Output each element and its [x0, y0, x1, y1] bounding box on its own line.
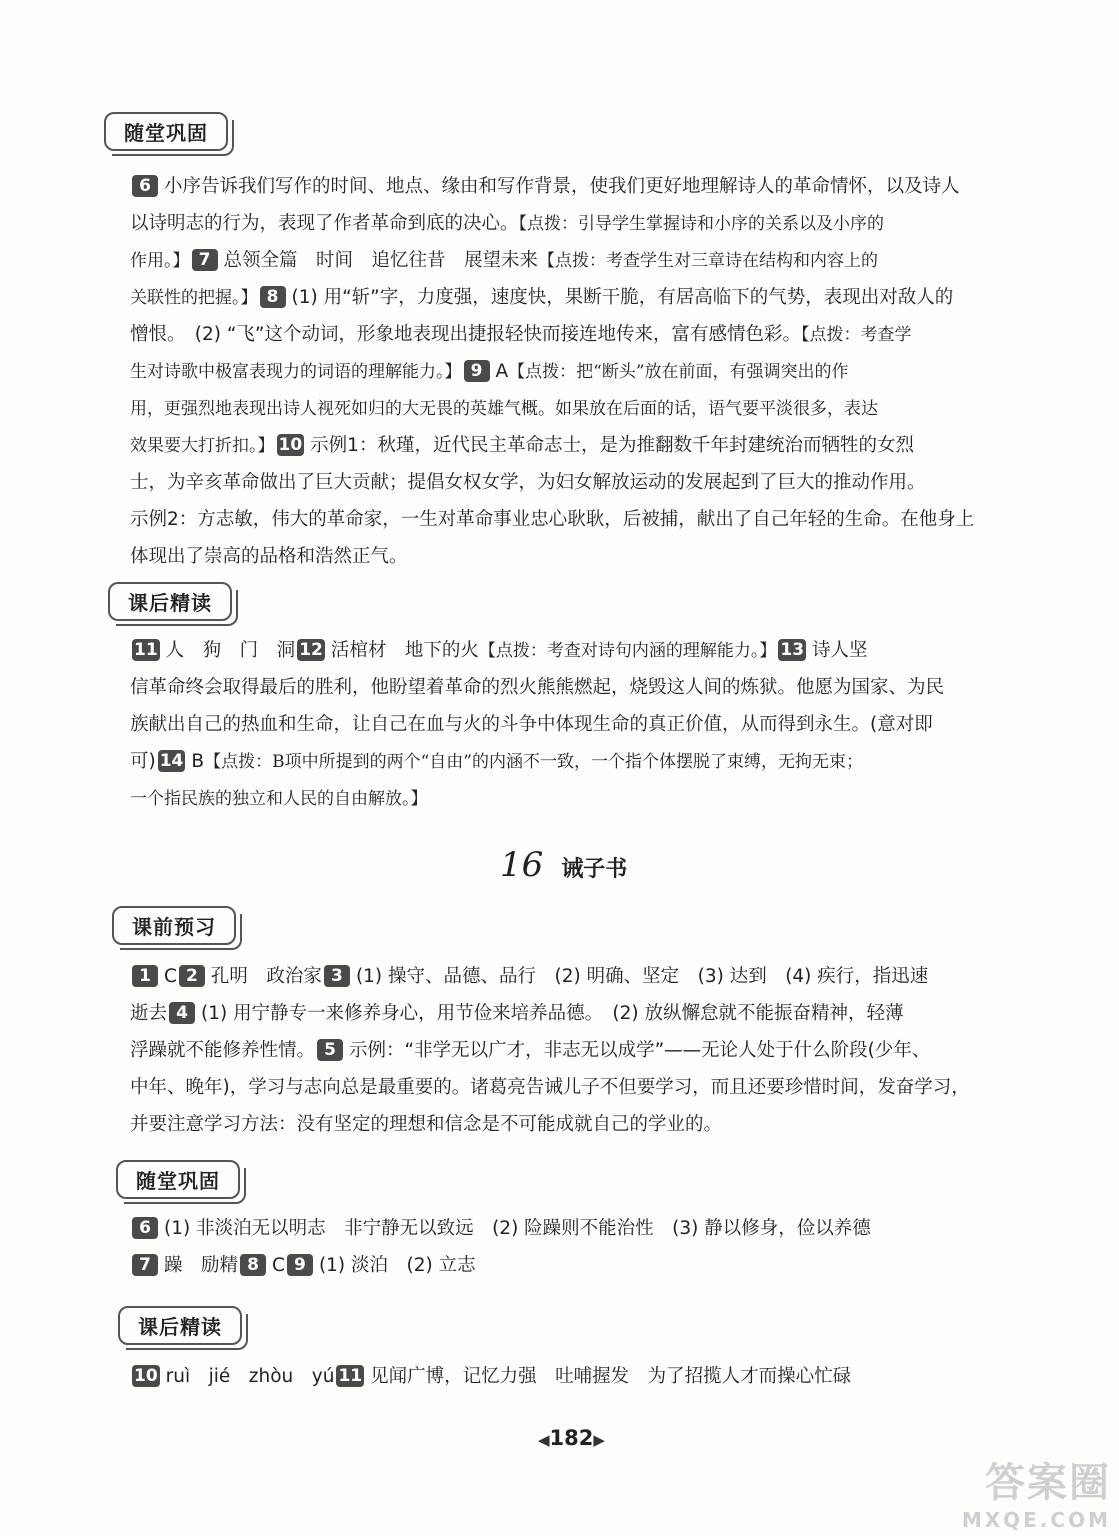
hint-text: 关联性的把握。】: [130, 288, 258, 308]
answer-text: 诗人坚: [812, 640, 868, 661]
watermark-top: 答案圈: [985, 1460, 1111, 1506]
answers-block-1: [130, 168, 992, 575]
text-line: [130, 706, 992, 743]
answers-block-4: [130, 1210, 992, 1284]
answer-text: 浮躁就不能修养性情。: [130, 1040, 316, 1061]
hint-text: 效果要大打折扣。】: [130, 436, 275, 456]
text-line: [130, 316, 992, 353]
answer-text: 中年、晚年)，学习与志向总是最重要的。诸葛亮告诫儿子不但要学习，而且还要珍惜时间，发奋学习，: [130, 1077, 970, 1098]
question-number-badge: 8: [240, 1254, 266, 1276]
watermark-bottom: MXQE.COM: [961, 1508, 1111, 1532]
text-line: [130, 464, 992, 501]
answer-text: (1) 淡泊 (2) 立志: [318, 1255, 476, 1276]
text-line: [130, 168, 992, 205]
text-line: [130, 1032, 992, 1069]
answer-text: (1) 用“斩”字，力度强，速度快，果断干脆，有居高临下的气势，表现出对敌人的: [291, 287, 954, 308]
answer-text: 人 狗 门 洞: [165, 640, 296, 661]
answer-text: B: [191, 751, 205, 772]
answer-text: 体现出了崇高的品格和浩然正气。: [130, 546, 408, 567]
answer-text: 总领全篇 时间 追忆往昔 展望未来: [223, 250, 539, 271]
question-number-badge: 6: [132, 175, 158, 197]
text-line: [130, 353, 992, 390]
question-number-badge: 9: [287, 1254, 313, 1276]
text-line: [130, 780, 992, 817]
text-line: [130, 632, 992, 669]
question-number-badge: 6: [132, 1217, 158, 1239]
question-number-badge: 8: [260, 286, 286, 308]
page-right-arrow-icon: ▶: [593, 1431, 605, 1449]
lesson-number: 16: [500, 845, 544, 885]
question-number-badge: 1: [132, 965, 158, 987]
question-number-badge: 9: [464, 360, 490, 382]
answer-text: C: [164, 966, 177, 987]
text-line: [130, 1069, 992, 1106]
question-number-badge: 4: [169, 1002, 195, 1024]
hint-text: 【点拨：考查学: [801, 325, 912, 345]
text-line: [130, 501, 992, 538]
answer-text: 示例1：秋瑾，近代民主革命志士，是为推翻数千年封建统治而牺牲的女烈: [310, 435, 914, 456]
question-number-badge: 11: [338, 1366, 363, 1386]
question-number-badge: 2: [179, 965, 205, 987]
question-number-badge: 3: [324, 965, 350, 987]
text-line: [130, 995, 992, 1032]
lesson-title: [500, 845, 627, 885]
text-line: [130, 538, 992, 575]
text-line: [130, 1358, 992, 1395]
lesson-name: 诫子书: [561, 857, 628, 882]
answer-text: 并要注意学习方法：没有坚定的理想和信念是不可能成就自己的学业的。: [130, 1114, 723, 1135]
question-number-badge: 13: [780, 640, 805, 660]
answer-text: (1) 操守、品德、品行 (2) 明确、坚定 (3) 达到 (4) 疾行，指迅速: [355, 966, 929, 987]
text-line: [130, 242, 992, 279]
text-line: [130, 1247, 992, 1284]
answer-text: 士，为辛亥革命做出了巨大贡献；提倡女权女学，为妇女解放运动的发展起到了巨大的推动作用。: [130, 472, 926, 493]
answer-text: 以诗明志的行为，表现了作者革命到底的决心。: [130, 213, 519, 234]
text-line: [130, 279, 992, 316]
question-number-badge: 10: [134, 1366, 158, 1386]
hint-text: 一个指民族的独立和人民的自由解放。】: [130, 789, 428, 809]
watermark: [962, 1451, 1111, 1532]
section-title-after-reading-2: 课后精读: [118, 1306, 242, 1345]
answers-block-3: [130, 958, 992, 1143]
hint-text: 用，更强烈地表现出诗人视死如归的大无畏的英雄气概。如果放在后面的话，语气要平淡很多，表达: [130, 399, 878, 419]
section-title-after-reading: 课后精读: [108, 582, 232, 621]
question-number-badge: 10: [278, 435, 303, 455]
hint-text: 【点拨：B项中所提到的两个“自由”的内涵不一致，一个指个体摆脱了束缚，无拘无束；: [204, 752, 863, 772]
text-line: [130, 958, 992, 995]
answer-text: 憎恨。 (2) “飞”这个动词，形象地表现出捷报轻快而接连地传来，富有感情色彩。: [130, 324, 802, 345]
answer-text: A: [495, 361, 509, 382]
text-line: [130, 1210, 992, 1247]
question-number-badge: 7: [132, 1254, 158, 1276]
answer-text: 见闻广博，记忆力强 吐哺握发 为了招揽人才而操心忙碌: [370, 1366, 852, 1387]
question-number-badge: 11: [134, 640, 158, 660]
text-line: [130, 205, 992, 242]
answer-text: 示例2：方志敏，伟大的革命家，一生对革命事业忠心耿耿，后被捕，献出了自己年轻的生命。在他身上: [130, 509, 975, 530]
text-line: [130, 669, 992, 706]
answer-text: (1) 非淡泊无以明志 非宁静无以致远 (2) 险躁则不能治性 (3) 静以修身，俭以养德: [164, 1218, 871, 1239]
answer-text: 族献出自己的热血和生命，让自己在血与火的斗争中体现生命的真正价值，从而得到永生。(意对即: [130, 714, 933, 735]
text-line: [130, 390, 992, 427]
question-number-badge: 14: [159, 751, 184, 771]
answer-text: 示例：“非学无以广才，非志无以成学”——无论人处于什么阶段(少年、: [349, 1040, 931, 1061]
text-line: [130, 427, 992, 464]
text-line: [130, 1106, 992, 1143]
answer-text: 躁 励精: [164, 1255, 239, 1276]
hint-text: 【点拨：考查学生对三章诗在结构和内容上的: [538, 251, 879, 271]
answer-text: 小序告诉我们写作的时间、地点、缘由和写作背景，使我们更好地理解诗人的革命情怀，以及诗人: [164, 176, 960, 197]
answers-block-5: [130, 1358, 992, 1395]
section-title-preview: 课前预习: [112, 906, 236, 945]
page-left-arrow-icon: ◀: [538, 1431, 550, 1449]
answers-block-2: [130, 632, 992, 817]
question-number-badge: 12: [299, 640, 323, 660]
answer-text: 信革命终会取得最后的胜利，他盼望着革命的烈火熊熊燃起，烧毁这人间的炼狱。他愿为国家、为民: [130, 677, 945, 698]
answer-text: 可): [130, 751, 156, 772]
answer-text: (1) 用宁静专一来修养身心，用节俭来培养品德。 (2) 放纵懈怠就不能振奋精神，轻薄: [201, 1003, 904, 1024]
hint-text: 作用。】: [130, 251, 190, 271]
answer-text: 活棺材 地下的火: [330, 640, 479, 661]
hint-text: 生对诗歌中极富表现力的词语的理解能力。】: [130, 362, 462, 382]
answer-text: C: [272, 1255, 285, 1276]
page-number: [538, 1426, 605, 1450]
answer-text: 孔明 政治家: [210, 966, 322, 987]
page-number-value: 182: [549, 1426, 594, 1450]
hint-text: 【点拨：考查对诗句内涵的理解能力。】: [478, 641, 777, 661]
hint-text: 【点拨：引导学生掌握诗和小序的关系以及小序的: [518, 214, 885, 234]
question-number-badge: 5: [317, 1039, 343, 1061]
section-title-consolidation: 随堂巩固: [104, 112, 228, 151]
text-line: [130, 743, 992, 780]
answer-text: ruì jié zhòu yú: [165, 1366, 335, 1387]
hint-text: 【点拨：把“断头”放在前面，有强调突出的作: [508, 362, 849, 382]
answer-text: 逝去: [130, 1003, 168, 1024]
section-title-consolidation-2: 随堂巩固: [116, 1160, 240, 1199]
question-number-badge: 7: [192, 249, 218, 271]
